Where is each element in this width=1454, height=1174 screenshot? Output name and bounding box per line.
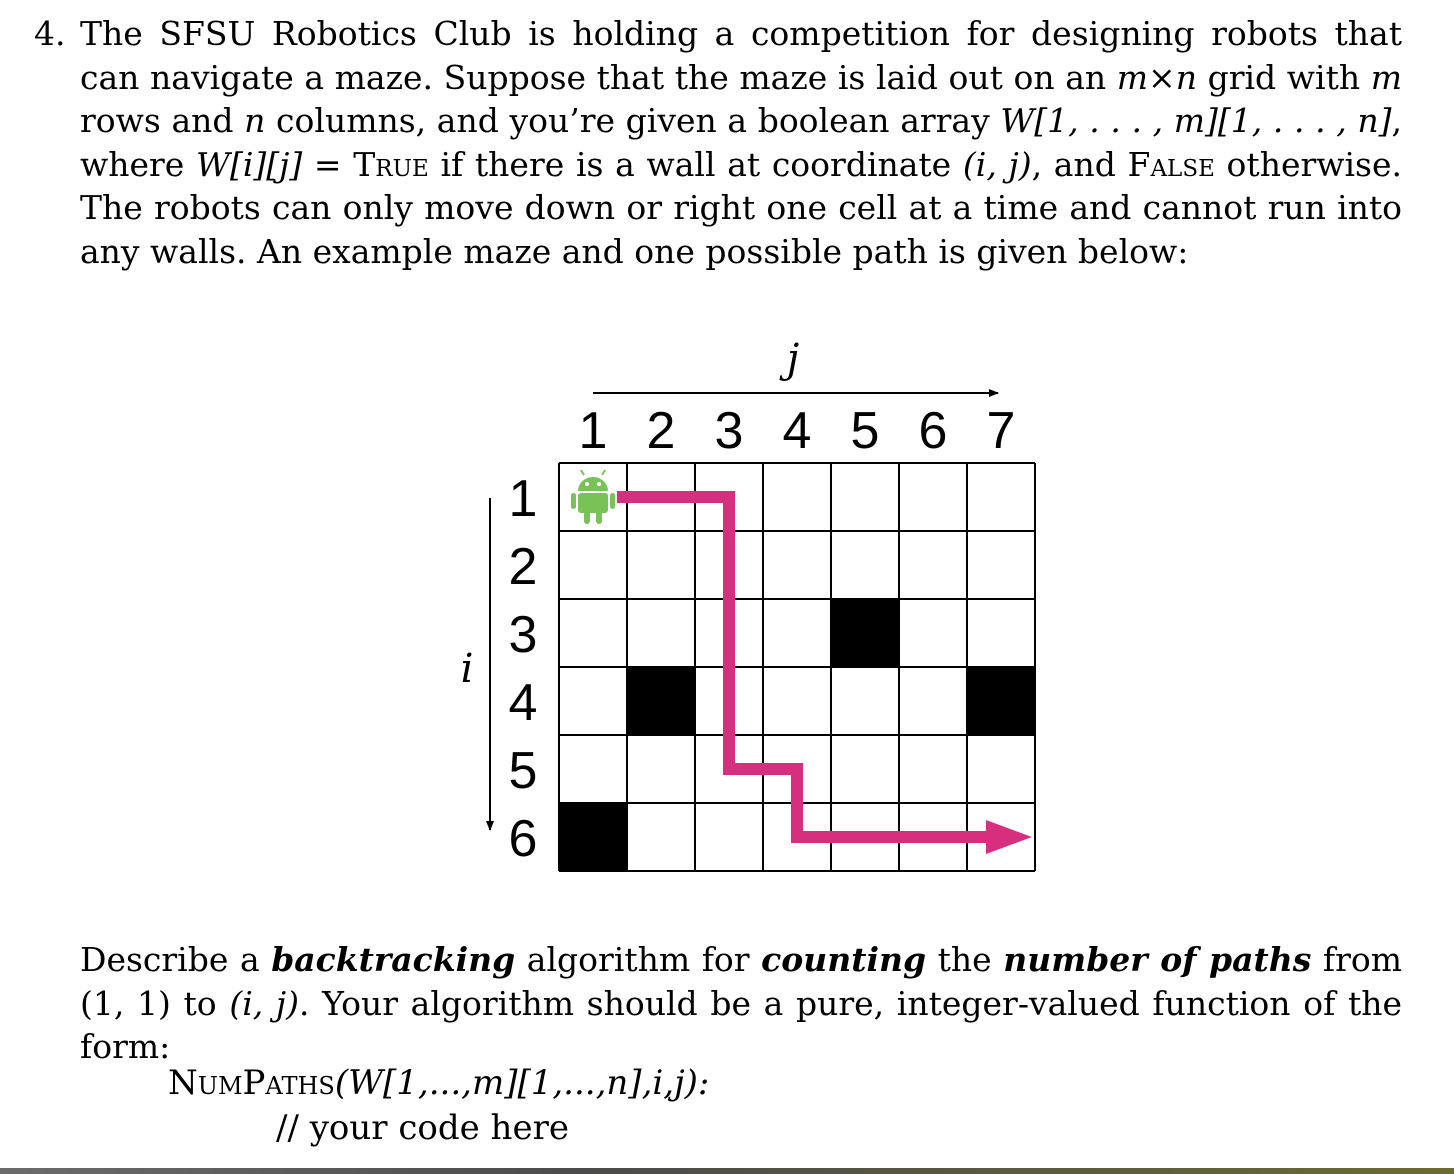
column-label: 4 bbox=[782, 402, 812, 460]
math-target-coordinate: (i, j) bbox=[229, 983, 300, 1023]
j-axis-label: j bbox=[786, 336, 800, 382]
text-run: the bbox=[926, 940, 1004, 979]
text-run: , where bbox=[80, 101, 1403, 184]
function-signature bbox=[168, 1061, 709, 1105]
problem-number: 4. bbox=[34, 14, 66, 53]
math-m: m bbox=[1370, 57, 1402, 97]
text-run: algorithm for bbox=[515, 940, 762, 979]
row-label: 2 bbox=[508, 538, 538, 596]
text-run: Describe a bbox=[80, 940, 272, 979]
text-run: The SFSU Robotics Club is holding a competition for designing robots that can navigate a maze. Suppose that the maze is laid out on an bbox=[80, 14, 1402, 97]
row-label: 3 bbox=[508, 606, 538, 664]
text-run: columns, and you’re given a boolean array bbox=[265, 101, 1001, 140]
wall-cell bbox=[967, 667, 1035, 735]
emphasis-counting: counting bbox=[761, 940, 927, 979]
text-run: , and bbox=[1031, 144, 1128, 184]
code-comment: // your code here bbox=[276, 1108, 569, 1148]
text-run: from bbox=[1311, 940, 1403, 979]
text-run: grid with bbox=[1196, 57, 1371, 97]
function-name: NumPaths bbox=[168, 1063, 335, 1103]
text-run: if there is a wall at coordinate bbox=[428, 144, 963, 184]
emphasis-backtracking: backtracking bbox=[271, 940, 516, 979]
column-label: 1 bbox=[578, 402, 608, 460]
task-description bbox=[80, 938, 1402, 1069]
math-array: W[1, . . . , m][1, . . . , n] bbox=[1000, 101, 1392, 140]
row-label: 6 bbox=[508, 810, 538, 868]
math-m-by-n: m×n bbox=[1116, 57, 1197, 97]
path-arrowhead bbox=[986, 820, 1032, 854]
math-coordinate: (i, j) bbox=[962, 144, 1032, 184]
text-run: to bbox=[170, 983, 230, 1023]
text-run: rows and bbox=[80, 101, 245, 140]
row-label: 1 bbox=[508, 470, 538, 528]
text-run: . Your algorithm should be a pure, integer-valued function of the form: bbox=[80, 983, 1402, 1066]
keyword-false: False bbox=[1127, 144, 1215, 184]
column-label: 2 bbox=[646, 402, 676, 460]
column-label: 3 bbox=[714, 402, 744, 460]
row-label: 4 bbox=[508, 674, 538, 732]
function-args: (W[1,...,m][1,...,n],i,j): bbox=[334, 1063, 710, 1103]
column-label: 7 bbox=[986, 402, 1016, 460]
row-label: 5 bbox=[508, 742, 538, 800]
column-label: 5 bbox=[850, 402, 880, 460]
emphasis-number-of-paths: number of paths bbox=[1003, 940, 1312, 979]
math-wij: W[i][j] bbox=[196, 144, 303, 184]
window-bottom-edge bbox=[0, 1168, 1454, 1174]
keyword-true: True bbox=[353, 144, 429, 184]
wall-cell bbox=[831, 599, 899, 667]
wall-cell bbox=[559, 803, 627, 871]
math-n: n bbox=[244, 101, 266, 140]
text-run: = bbox=[302, 144, 354, 184]
column-label: 6 bbox=[918, 402, 948, 460]
android-robot-icon bbox=[571, 470, 615, 524]
math-start-coordinate: (1, 1) bbox=[80, 983, 171, 1023]
i-axis-label: i bbox=[460, 646, 474, 692]
wall-cell bbox=[627, 667, 695, 735]
text-run: otherwise. The robots can only move down or right one cell at a time and cannot run into any walls. An example maze and one possible path is given below: bbox=[80, 144, 1403, 271]
